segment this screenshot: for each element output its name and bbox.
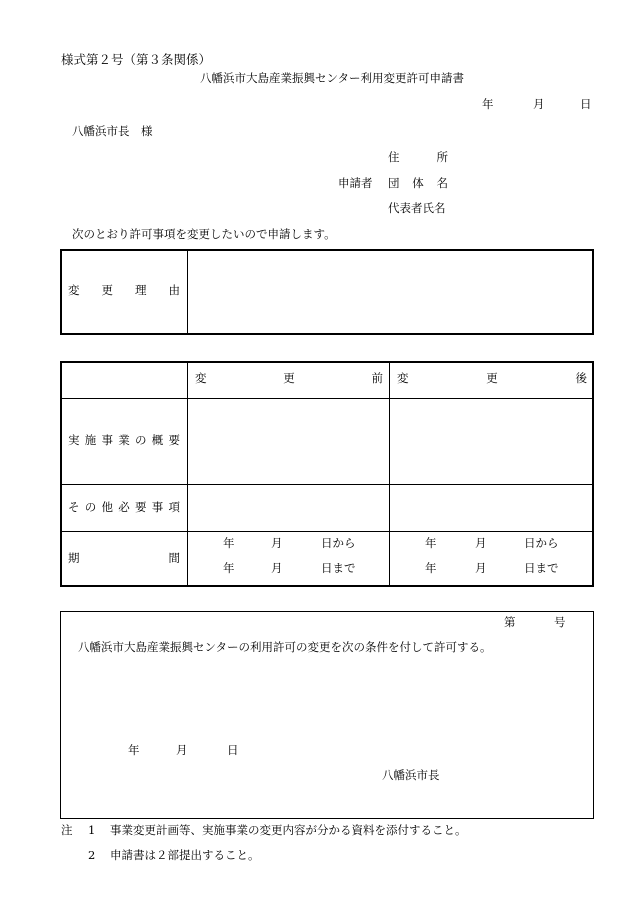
period-before-until-day: 日まで <box>321 561 356 575</box>
approval-number-go: 号 <box>554 615 566 629</box>
form-number: 様式第２号（第３条関係） <box>61 52 212 67</box>
period-before-from-day: 日から <box>321 536 356 550</box>
period-before-from-year: 年 <box>223 536 235 550</box>
note-2-text: 申請書は２部提出すること。 <box>110 848 260 862</box>
approval-date-year: 年 <box>128 743 140 757</box>
approval-date-day: 日 <box>227 743 239 757</box>
reason-table-divider <box>187 251 188 333</box>
reason-label: 変 更 理 由 <box>68 283 180 297</box>
applicant-representative-label: 代表者氏名 <box>388 201 446 215</box>
period-after-from-month: 月 <box>475 536 487 550</box>
period-after-from-day: 日から <box>524 536 559 550</box>
note-1-text: 事業変更計画等、実施事業の変更内容が分かる資料を添付すること。 <box>110 823 467 837</box>
row-label-program-overview: 実 施 事 業 の 概 要 <box>68 433 180 447</box>
note-1-number: 1 <box>88 823 96 837</box>
date-year-label: 年 <box>482 97 494 111</box>
applicant-org-label: 団 体 名 <box>388 176 448 190</box>
other-matters-after-cell[interactable] <box>392 487 590 529</box>
applicant-label: 申請者 <box>338 176 373 190</box>
change-before-header: 変 更 前 <box>195 371 383 385</box>
approval-date-month: 月 <box>176 743 188 757</box>
addressee: 八幡浜市長 様 <box>72 124 153 138</box>
note-2-number: 2 <box>88 848 96 862</box>
date-month-label: 月 <box>533 97 545 111</box>
date-day-label: 日 <box>580 97 592 111</box>
row-label-period: 期 間 <box>68 551 180 565</box>
other-matters-before-cell[interactable] <box>190 487 387 529</box>
row-label-other-matters: そ の 他 必 要 事 項 <box>68 500 180 514</box>
period-before-until-year: 年 <box>223 561 235 575</box>
intro-text: 次のとおり許可事項を変更したいので申請します。 <box>72 227 336 241</box>
approval-text: 八幡浜市大島産業振興センターの利用許可の変更を次の条件を付して許可する。 <box>78 640 492 654</box>
applicant-address-label: 住 所 <box>388 150 448 164</box>
approval-number-dai: 第 <box>504 615 516 629</box>
program-overview-after-cell[interactable] <box>392 401 590 482</box>
period-before-from-month: 月 <box>271 536 283 550</box>
period-after-from-year: 年 <box>425 536 437 550</box>
reason-input-area[interactable] <box>190 253 590 331</box>
change-after-header: 変 更 後 <box>397 371 587 385</box>
page-title: 八幡浜市大島産業振興センター利用変更許可申請書 <box>200 71 465 85</box>
period-after-until-month: 月 <box>475 561 487 575</box>
period-after-until-year: 年 <box>425 561 437 575</box>
notes-label: 注 <box>61 823 73 837</box>
approval-issuer: 八幡浜市長 <box>382 768 440 782</box>
period-before-until-month: 月 <box>271 561 283 575</box>
period-after-until-day: 日まで <box>524 561 559 575</box>
program-overview-before-cell[interactable] <box>190 401 387 482</box>
